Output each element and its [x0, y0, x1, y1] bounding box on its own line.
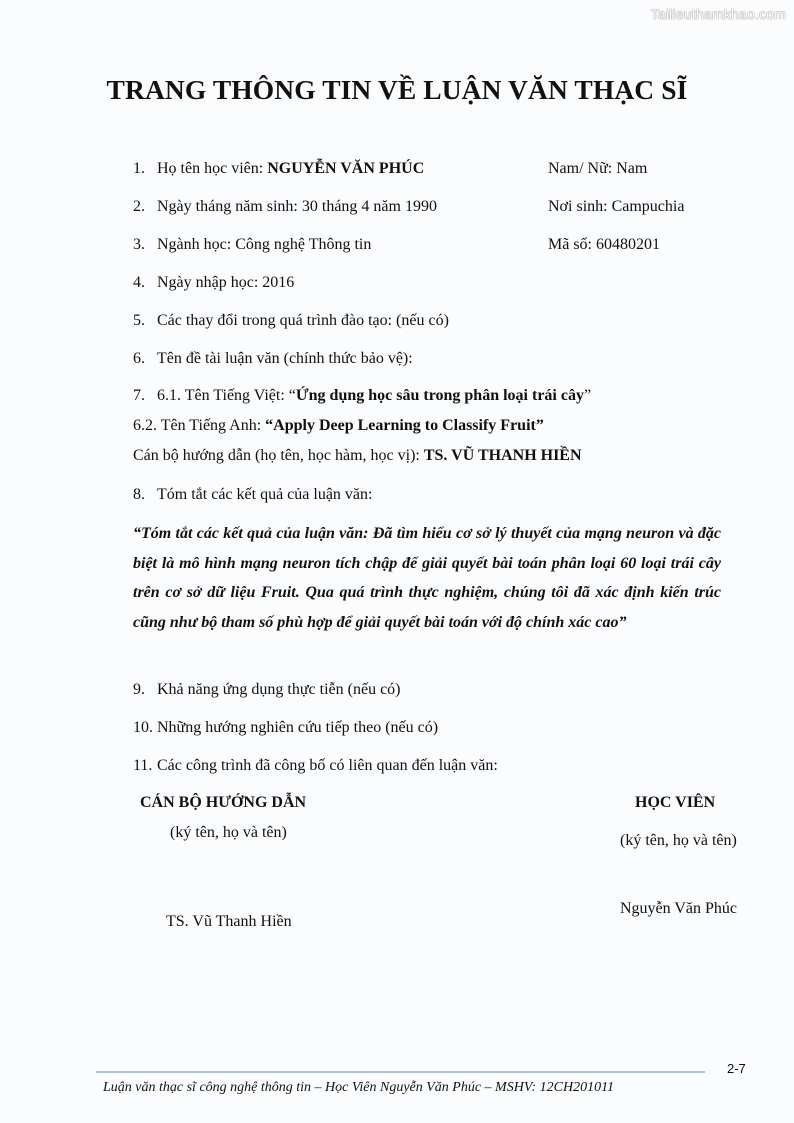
advisor-signature-heading: CÁN BỘ HƯỚNG DẪN	[140, 794, 307, 811]
student-signature-note: (ký tên, họ và tên)	[620, 832, 737, 849]
student-signature-name: Nguyễn Văn Phúc	[620, 900, 738, 917]
item-number: 5.	[133, 312, 145, 329]
item-publications	[133, 757, 498, 775]
item-enrollment-date	[133, 274, 294, 292]
advisor-signature-name: TS. Vũ Thanh Hiền	[166, 913, 292, 930]
item-major	[133, 236, 371, 254]
item-birth-date	[133, 198, 437, 216]
advisor-signature-note: (ký tên, họ và tên)	[170, 824, 287, 841]
item-label: Các công trình đã công bố có liên quan đến luận văn:	[157, 757, 498, 774]
item-label: Các thay đổi trong quá trình đào tạo: (nếu có)	[157, 312, 449, 329]
item-number: 2.	[133, 198, 145, 215]
item-number: 3.	[133, 236, 145, 253]
item-number: 8.	[133, 486, 145, 503]
item-label: Ngành học: Công nghệ Thông tin	[157, 236, 372, 253]
advisor	[133, 447, 582, 465]
student-signature-heading: HỌC VIÊN	[635, 794, 716, 811]
item-number: 7.	[133, 387, 145, 404]
item-label: Họ tên học viên:	[157, 160, 268, 177]
english-title-value: “Apply Deep Learning to Classify Fruit”	[265, 417, 544, 434]
item-label: Khả năng ứng dụng thực tiễn (nếu có)	[157, 681, 401, 698]
item-number: 1.	[133, 160, 145, 177]
student-name-value: NGUYỄN VĂN PHÚC	[267, 160, 425, 177]
birth-place: Nơi sinh: Campuchia	[548, 198, 685, 215]
item-label: Ngày nhập học: 2016	[157, 274, 295, 291]
item-label: Ngày tháng năm sinh: 30 tháng 4 năm 1990	[157, 198, 437, 215]
item-number: 9.	[133, 681, 145, 698]
watermark: Tailieuthamkhao.com	[650, 6, 786, 22]
results-summary-text: “Tóm tắt các kết quả của luận văn: Đã tìm hiểu cơ sở lý thuyết của mạng neuron và đặc biệt là mô hình mạng neuron tích chập để giải quyết bài toán phân loại 60 loại trái cây trên cơ sở dữ liệu Fruit. Qua quá trình thực nghiệm, chúng tôi đã xác định kiến trúc cũng như bộ tham số phù hợp để giải quyết bài toán với độ chính xác cao”	[133, 525, 721, 631]
item-number: 6.	[133, 350, 145, 367]
item-number: 11.	[133, 757, 153, 774]
item-training-changes	[133, 312, 449, 330]
item-label: 6.1. Tên Tiếng Việt: “	[157, 387, 296, 404]
page-title: TRANG THÔNG TIN VỀ LUẬN VĂN THẠC SĨ	[106, 74, 688, 105]
footer-divider	[96, 1071, 705, 1073]
item-label: Tóm tắt các kết quả của luận văn:	[157, 486, 373, 503]
item-future-research	[133, 719, 438, 737]
item-student-name	[133, 160, 424, 178]
item-label: 6.2. Tên Tiếng Anh:	[133, 417, 266, 434]
major-code: Mã số: 60480201	[548, 236, 660, 253]
item-number: 4.	[133, 274, 145, 291]
page-number: 2-7	[727, 1061, 746, 1076]
item-practical-applications	[133, 681, 401, 699]
item-label: Cán bộ hướng dẫn (họ tên, học hàm, học vị):	[133, 447, 424, 464]
item-number: 10.	[133, 719, 153, 736]
item-results-summary	[133, 486, 372, 504]
item-label: Những hướng nghiên cứu tiếp theo (nếu có)	[157, 719, 439, 736]
item-label: Tên đề tài luận văn (chính thức bảo vệ):	[157, 350, 413, 367]
english-title	[133, 417, 544, 435]
gender: Nam/ Nữ: Nam	[548, 160, 648, 177]
closing-quote: ”	[583, 387, 592, 404]
advisor-value: TS. VŨ THANH HIỀN	[423, 447, 582, 464]
vietnamese-title-value: Ứng dụng học sâu trong phân loại trái cây	[295, 387, 584, 404]
footer-text: Luận văn thạc sĩ công nghệ thông tin – Học Viên Nguyễn Văn Phúc – MSHV: 12CH201011	[103, 1080, 615, 1095]
item-vietnamese-title	[133, 387, 591, 405]
item-thesis-title	[133, 350, 413, 368]
